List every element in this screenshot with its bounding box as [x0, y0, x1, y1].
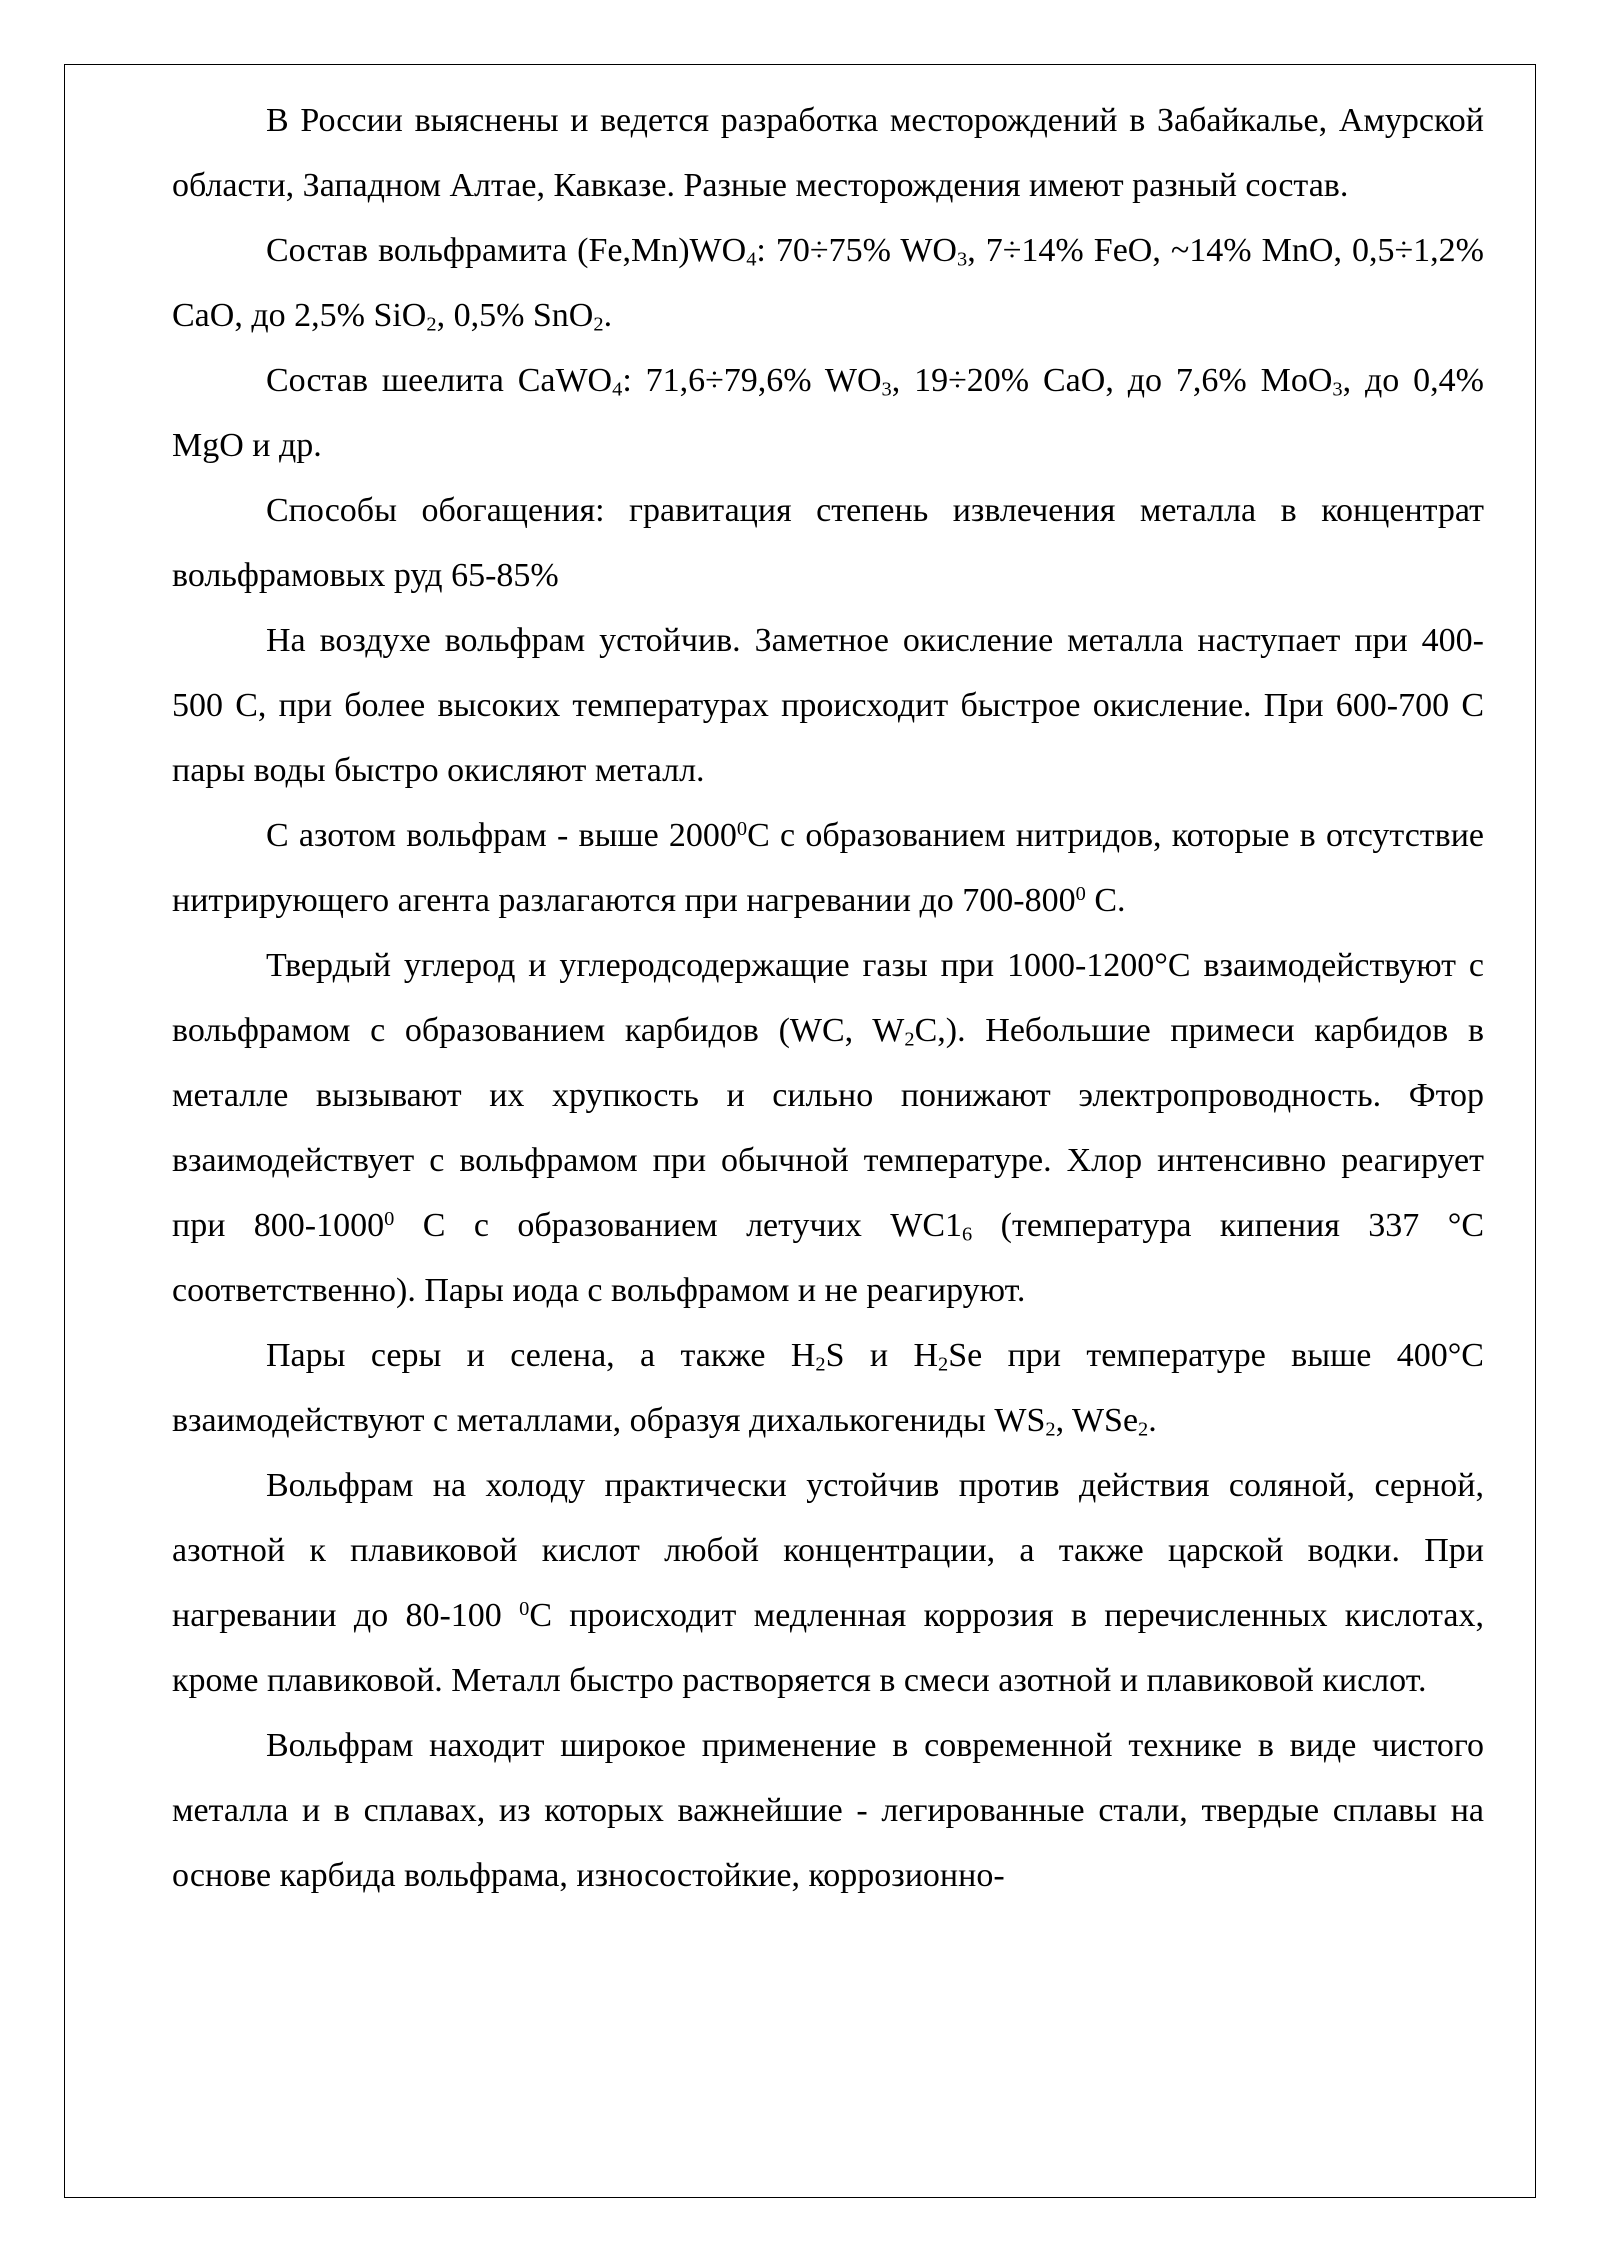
text-run: С азотом вольфрам - выше 2000	[266, 817, 737, 854]
text-run: , 0,5% SnO	[436, 297, 594, 334]
subscript: 3	[881, 378, 892, 401]
subscript: 4	[612, 378, 623, 401]
text-run: S и H	[825, 1337, 939, 1374]
paragraph-sulfur-selenium	[172, 1323, 1484, 1453]
superscript: 0	[519, 1597, 530, 1620]
paragraph-nitrogen	[172, 803, 1484, 933]
document-body	[172, 88, 1484, 1908]
text-run: Состав шеелита CaWO	[266, 362, 613, 399]
paragraph-scheelite-composition	[172, 348, 1484, 478]
subscript: 2	[1045, 1418, 1056, 1441]
text-run: На воздухе вольфрам устойчив. Заметное окисление металла наступает при 400-500 С, при более высоких температурах происходит быстрое окисление. При 600-700 С пары воды быстро окисляют металл.	[172, 622, 1484, 789]
text-run: С с образованием летучих WC1	[394, 1207, 963, 1244]
subscript: 3	[1332, 378, 1343, 401]
text-run: Se при температуре выше 400°С взаимодействуют с металлами, образуя дихалькогениды WS	[172, 1337, 1484, 1439]
text-run: С с образованием нитридов, которые в отсутствие нитрирующего агента разлагаются при нагревании до 700-800	[172, 817, 1484, 919]
subscript: 3	[957, 248, 968, 271]
paragraph-carbon	[172, 933, 1484, 1323]
paragraph-acids	[172, 1453, 1484, 1713]
text-run: С.	[1085, 882, 1126, 919]
paragraph-wolframite-composition	[172, 218, 1484, 348]
text-run: .	[603, 297, 613, 334]
superscript: 0	[384, 1207, 395, 1230]
text-run: , до 0,4% MgO и др.	[172, 362, 1484, 464]
superscript: 0	[1075, 882, 1086, 905]
text-run: Состав вольфрамита (Fe,Mn)WO	[266, 232, 747, 269]
text-run: : 71,6÷79,6% WO	[622, 362, 882, 399]
subscript: 6	[962, 1223, 973, 1246]
text-run: , WSe	[1055, 1402, 1139, 1439]
paragraph-air-oxidation	[172, 608, 1484, 803]
superscript: 0	[736, 817, 748, 840]
paragraph-enrichment	[172, 478, 1484, 608]
text-run: Твердый углерод и углеродсодержащие газы при 1000-1200°С взаимодействуют с вольфрамом с образованием карбидов (WC, W	[172, 947, 1484, 1049]
text-run: C,). Небольшие примеси карбидов в металле вызывают их хрупкость и сильно понижают электропроводность. Фтор взаимодействует с вольфрамом при обычной температуре. Хлор интенсивно реагирует при 800-1000	[172, 1012, 1484, 1244]
subscript: 2	[938, 1353, 949, 1376]
subscript: 2	[426, 313, 437, 336]
text-run: (температура кипения 337 °С соответственно). Пары иода с вольфрамом и не реагируют.	[172, 1207, 1485, 1309]
subscript: 4	[746, 248, 757, 271]
text-run: , 19÷20% CaO, до 7,6% MoO	[891, 362, 1333, 399]
text-run: Вольфрам находит широкое применение в современной технике в виде чистого металла и в сплавах, из которых важнейшие - легированные стали, твердые сплавы на основе карбида вольфрама, износостойкие, коррозионно-	[172, 1727, 1484, 1894]
text-run: С происходит медленная коррозия в перечисленных кислотах, кроме плавиковой. Металл быстро растворяется в смеси азотной и плавиковой кислот.	[172, 1597, 1484, 1699]
text-run: Вольфрам на холоду практически устойчив против действия соляной, серной, азотной к плавиковой кислот любой концентрации, а также царской водки. При нагревании до 80-100	[172, 1467, 1484, 1634]
subscript: 2	[593, 313, 604, 336]
text-run: Способы обогащения: гравитация степень извлечения металла в концентрат вольфрамовых руд 65-85%	[172, 492, 1484, 594]
text-run: Пары серы и селена, а также H	[266, 1337, 816, 1374]
text-run: : 70÷75% WO	[756, 232, 957, 269]
subscript: 2	[904, 1028, 915, 1051]
subscript: 2	[1138, 1418, 1149, 1441]
subscript: 2	[815, 1353, 826, 1376]
paragraph-applications	[172, 1713, 1484, 1908]
text-run: В России выяснены и ведется разработка месторождений в Забайкалье, Амурской области, Западном Алтае, Кавказе. Разные месторождения имеют разный состав.	[172, 102, 1484, 204]
paragraph-deposits	[172, 88, 1484, 218]
text-run: , 7÷14% FeO, ~14% MnO, 0,5÷1,2% CaO, до 2,5% SiO	[172, 232, 1484, 334]
text-run: .	[1148, 1402, 1157, 1439]
